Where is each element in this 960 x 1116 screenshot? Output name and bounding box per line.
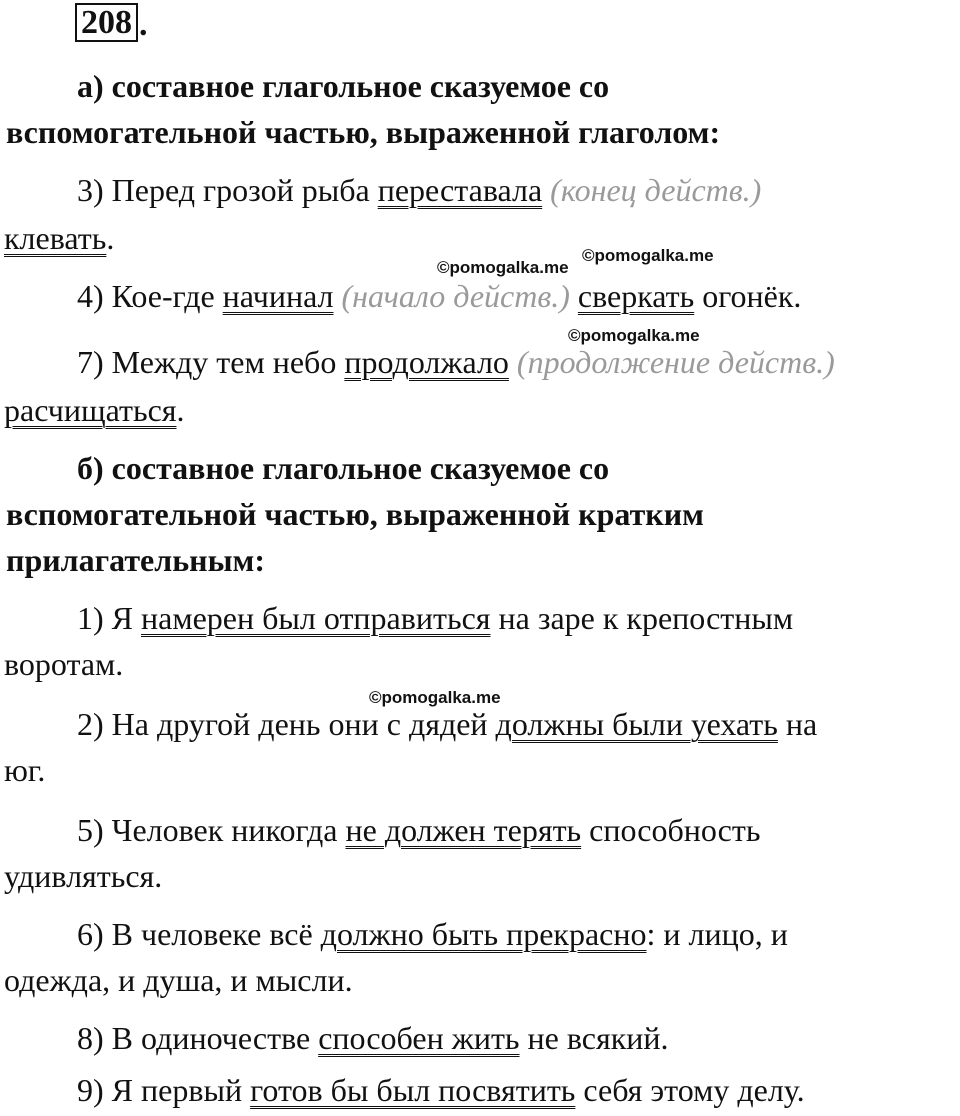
sentence-6: [77, 912, 788, 956]
sentence-7-note: (продолжение действ.): [508, 344, 835, 380]
sentence-4-text: 4) Кое-где: [77, 278, 223, 314]
sentence-5-continued: удивляться.: [4, 858, 163, 894]
sentence-4-infinitive: сверкать: [577, 278, 695, 314]
sentence-6-rest: : и лицо, и: [646, 916, 788, 952]
sentence-1-text: 1) Я: [77, 600, 141, 636]
sentence-5-rest: способность: [581, 812, 761, 848]
sentence-2-predicate: должны были уехать: [495, 706, 778, 742]
sentence-3-note: (конец действ.): [542, 172, 762, 208]
exercise-number-dot: .: [139, 6, 148, 43]
sentence-4-aux-verb: начинал: [222, 278, 334, 314]
sentence-3-text: 3) Перед грозой рыба: [77, 172, 378, 208]
sentence-3: [77, 168, 761, 212]
sentence-6-continued: одежда, и душа, и мысли.: [4, 962, 353, 998]
watermark: ©pomogalka.me: [568, 326, 700, 345]
section-a-heading-line-2: вспомогательной частью, выраженной глаголом:: [6, 114, 721, 150]
sentence-1-predicate: намерен был отправиться: [141, 600, 491, 636]
sentence-4-end: огонёк.: [694, 278, 802, 314]
sentence-9-text: 9) Я первый: [77, 1072, 251, 1108]
watermark: ©pomogalka.me: [369, 688, 501, 707]
watermark: ©pomogalka.me: [437, 258, 569, 277]
sentence-9-predicate: готов бы был посвятить: [250, 1072, 576, 1108]
sentence-6-predicate: должно быть прекрасно: [320, 916, 647, 952]
sentence-1-rest: на заре к крепостным: [490, 600, 794, 636]
sentence-8-rest: не всякий.: [519, 1020, 669, 1056]
sentence-7-text: 7) Между тем небо: [77, 344, 345, 380]
section-a-heading-line-1: а) составное глагольное сказуемое со: [77, 68, 610, 104]
sentence-8-text: 8) В одиночестве: [77, 1020, 319, 1056]
sentence-8-predicate: способен жить: [318, 1020, 520, 1056]
exercise-number: [75, 4, 148, 42]
exercise-number-box: 208: [75, 3, 138, 42]
sentence-9-rest: себя этому делу.: [575, 1072, 805, 1108]
section-b-heading-line-2: вспомогательной частью, выраженной кратким: [6, 496, 704, 532]
section-b-heading-line-3: прилагательным:: [6, 542, 265, 578]
sentence-2-continued: юг.: [4, 752, 46, 788]
sentence-5: [77, 808, 760, 852]
sentence-5-text: 5) Человек никогда: [77, 812, 346, 848]
sentence-1: [77, 596, 793, 640]
sentence-3-aux-verb: переставала: [377, 172, 543, 208]
sentence-2: [77, 702, 817, 746]
sentence-8: [77, 1016, 668, 1060]
section-b-heading-line-1: б) составное глагольное сказуемое со: [77, 450, 610, 486]
sentence-4-note: (начало действ.): [333, 278, 578, 314]
watermark: ©pomogalka.me: [582, 246, 714, 265]
sentence-3-infinitive: клевать: [4, 220, 107, 256]
sentence-7-end: .: [176, 392, 185, 428]
sentence-3-end: .: [106, 220, 115, 256]
sentence-2-rest: на: [777, 706, 818, 742]
sentence-5-predicate: не должен терять: [345, 812, 582, 848]
sentence-7-continued: [4, 388, 185, 432]
sentence-6-text: 6) В человеке всё: [77, 916, 321, 952]
sentence-7-aux-verb: продолжало: [344, 344, 509, 380]
sentence-3-continued: [4, 216, 114, 260]
sentence-9: [77, 1068, 805, 1112]
sentence-7-infinitive: расчищаться: [4, 392, 177, 428]
sentence-7: [77, 340, 835, 384]
sentence-1-continued: воротам.: [4, 646, 124, 682]
sentence-4: [77, 274, 801, 318]
sentence-2-text: 2) На другой день они с дядей: [77, 706, 496, 742]
